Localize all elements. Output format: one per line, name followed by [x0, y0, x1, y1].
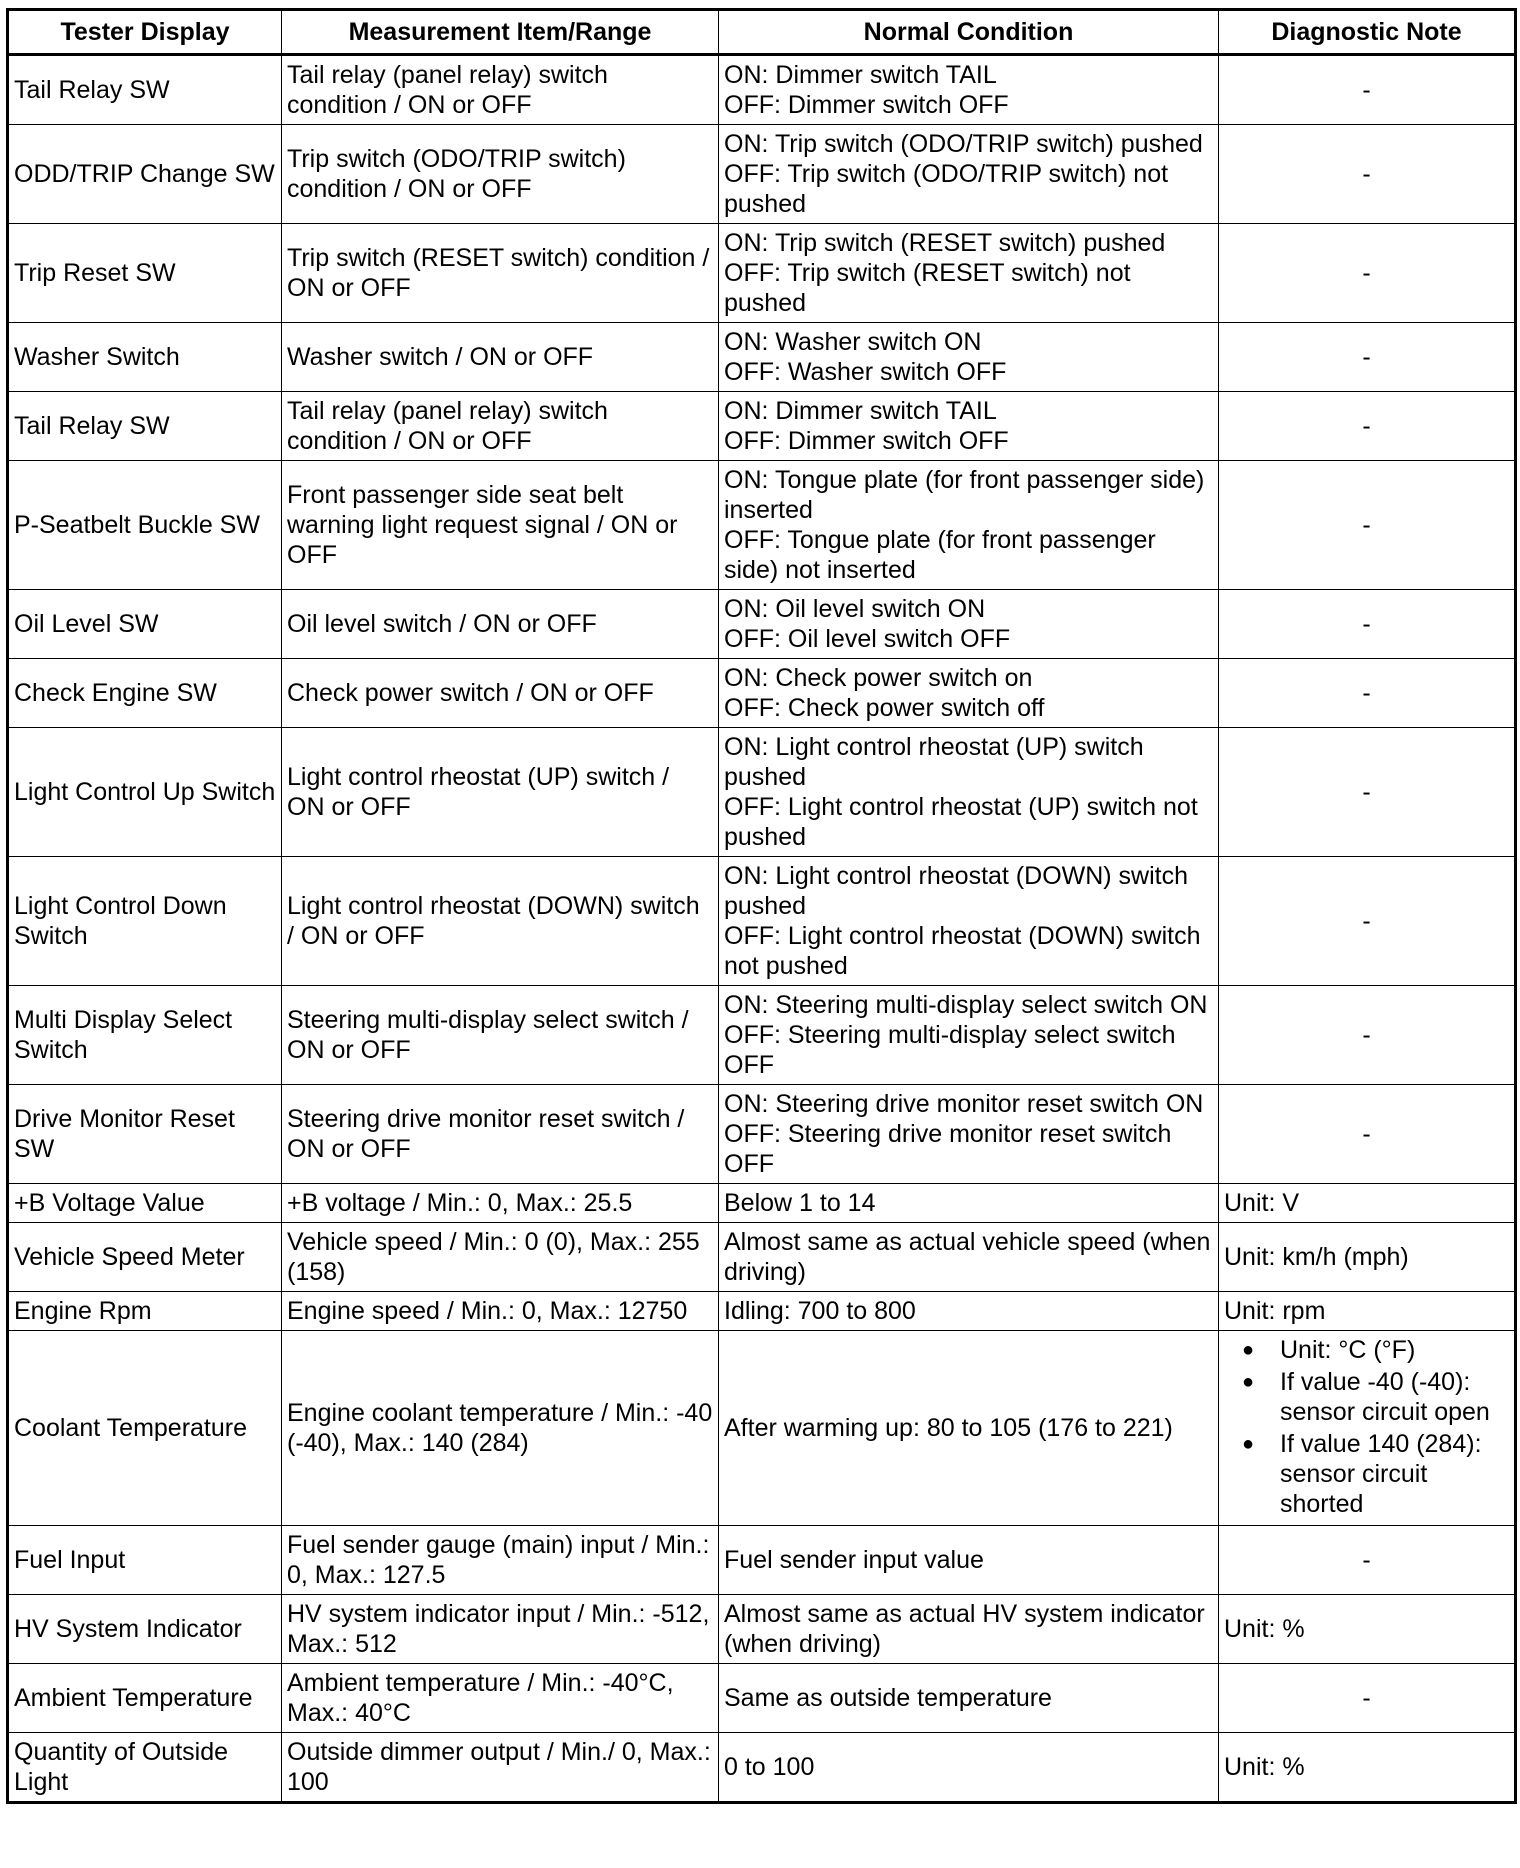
cell-measurement-item: Light control rheostat (DOWN) switch / ON or OFF	[282, 857, 719, 986]
table-body	[8, 55, 1516, 1803]
cell-measurement-item: Engine coolant temperature / Min.: -40 (-40), Max.: 140 (284)	[282, 1331, 719, 1526]
normal-condition-line: After warming up: 80 to 105 (176 to 221)	[724, 1414, 1173, 1442]
normal-condition-line: Almost same as actual HV system indicator (when driving)	[724, 1600, 1205, 1658]
cell-diagnostic-note: Unit: rpm	[1219, 1292, 1516, 1331]
cell-diagnostic-note: -	[1219, 392, 1516, 461]
normal-condition-line: ON: Dimmer switch TAIL	[724, 61, 997, 89]
cell-measurement-item: Ambient temperature / Min.: -40°C, Max.: 40°C	[282, 1664, 719, 1733]
normal-condition-line: Fuel sender input value	[724, 1546, 984, 1574]
normal-condition-line: Below 1 to 14	[724, 1189, 876, 1217]
cell-normal-condition	[719, 728, 1219, 857]
table-row	[8, 125, 1516, 224]
cell-normal-condition	[719, 1733, 1219, 1803]
normal-condition-line: OFF: Trip switch (RESET switch) not pushed	[724, 259, 1131, 317]
cell-measurement-item: Washer switch / ON or OFF	[282, 323, 719, 392]
table-row	[8, 323, 1516, 392]
cell-diagnostic-note: -	[1219, 659, 1516, 728]
normal-condition-line: OFF: Dimmer switch OFF	[724, 91, 1009, 119]
normal-condition-line: ON: Check power switch on	[724, 664, 1033, 692]
normal-condition-line: OFF: Trip switch (ODO/TRIP switch) not pushed	[724, 160, 1169, 218]
cell-diagnostic-note	[1219, 1331, 1516, 1526]
cell-measurement-item: HV system indicator input / Min.: -512, Max.: 512	[282, 1595, 719, 1664]
cell-tester-display: Light Control Down Switch	[8, 857, 282, 986]
cell-tester-display: Engine Rpm	[8, 1292, 282, 1331]
cell-normal-condition	[719, 1184, 1219, 1223]
cell-normal-condition	[719, 1595, 1219, 1664]
table-row	[8, 55, 1516, 125]
cell-diagnostic-note: -	[1219, 986, 1516, 1085]
cell-diagnostic-note: -	[1219, 1526, 1516, 1595]
diagnostic-note-item: ● If value -40 (-40): sensor circuit open	[1280, 1367, 1509, 1427]
cell-measurement-item: Engine speed / Min.: 0, Max.: 12750	[282, 1292, 719, 1331]
cell-normal-condition	[719, 986, 1219, 1085]
normal-condition-line: OFF: Dimmer switch OFF	[724, 427, 1009, 455]
cell-measurement-item: Steering drive monitor reset switch / ON or OFF	[282, 1085, 719, 1184]
diagnostic-note-list	[1224, 1335, 1509, 1519]
normal-condition-line: ON: Dimmer switch TAIL	[724, 397, 997, 425]
cell-tester-display: Tail Relay SW	[8, 392, 282, 461]
table-row	[8, 224, 1516, 323]
table-row	[8, 986, 1516, 1085]
normal-condition-line: ON: Light control rheostat (DOWN) switch pushed	[724, 862, 1189, 920]
cell-tester-display: P-Seatbelt Buckle SW	[8, 461, 282, 590]
cell-tester-display: Washer Switch	[8, 323, 282, 392]
header-tester-display: Tester Display	[8, 10, 282, 55]
cell-normal-condition	[719, 1292, 1219, 1331]
diagnostic-note-item: ● If value 140 (284): sensor circuit shorted	[1280, 1429, 1509, 1519]
cell-tester-display: +B Voltage Value	[8, 1184, 282, 1223]
normal-condition-line: 0 to 100	[724, 1753, 815, 1781]
normal-condition-line: Same as outside temperature	[724, 1684, 1052, 1712]
cell-measurement-item: Front passenger side seat belt warning light request signal / ON or OFF	[282, 461, 719, 590]
table-row	[8, 1733, 1516, 1803]
normal-condition-line: OFF: Light control rheostat (UP) switch not pushed	[724, 793, 1198, 851]
diagnostic-note-item: ● Unit: °C (°F)	[1280, 1335, 1509, 1365]
cell-normal-condition	[719, 1085, 1219, 1184]
cell-diagnostic-note: -	[1219, 323, 1516, 392]
cell-tester-display: Fuel Input	[8, 1526, 282, 1595]
normal-condition-line: ON: Washer switch ON	[724, 328, 982, 356]
cell-diagnostic-note: Unit: %	[1219, 1733, 1516, 1803]
cell-tester-display: Light Control Up Switch	[8, 728, 282, 857]
cell-normal-condition	[719, 1223, 1219, 1292]
table-row	[8, 1184, 1516, 1223]
normal-condition-line: ON: Light control rheostat (UP) switch pushed	[724, 733, 1144, 791]
cell-measurement-item: Outside dimmer output / Min./ 0, Max.: 100	[282, 1733, 719, 1803]
cell-tester-display: Drive Monitor Reset SW	[8, 1085, 282, 1184]
table-row	[8, 1526, 1516, 1595]
cell-measurement-item: Oil level switch / ON or OFF	[282, 590, 719, 659]
table-row	[8, 1331, 1516, 1526]
cell-diagnostic-note: -	[1219, 857, 1516, 986]
cell-tester-display: Ambient Temperature	[8, 1664, 282, 1733]
cell-diagnostic-note: -	[1219, 590, 1516, 659]
table-row	[8, 659, 1516, 728]
cell-diagnostic-note: -	[1219, 1664, 1516, 1733]
cell-diagnostic-note: -	[1219, 1085, 1516, 1184]
table-row	[8, 461, 1516, 590]
normal-condition-line: OFF: Steering drive monitor reset switch OFF	[724, 1120, 1172, 1178]
table-row	[8, 1292, 1516, 1331]
cell-tester-display: Check Engine SW	[8, 659, 282, 728]
normal-condition-line: OFF: Check power switch off	[724, 694, 1045, 722]
cell-normal-condition	[719, 1526, 1219, 1595]
cell-tester-display: Quantity of Outside Light	[8, 1733, 282, 1803]
table-row	[8, 392, 1516, 461]
cell-measurement-item: Vehicle speed / Min.: 0 (0), Max.: 255 (158)	[282, 1223, 719, 1292]
table-row	[8, 1595, 1516, 1664]
normal-condition-line: OFF: Oil level switch OFF	[724, 625, 1011, 653]
cell-tester-display: Tail Relay SW	[8, 55, 282, 125]
cell-measurement-item: Check power switch / ON or OFF	[282, 659, 719, 728]
cell-tester-display: ODD/TRIP Change SW	[8, 125, 282, 224]
cell-normal-condition	[719, 125, 1219, 224]
cell-tester-display: HV System Indicator	[8, 1595, 282, 1664]
header-diagnostic-note: Diagnostic Note	[1219, 10, 1516, 55]
normal-condition-line: ON: Trip switch (ODO/TRIP switch) pushed	[724, 130, 1203, 158]
table-row	[8, 1085, 1516, 1184]
cell-diagnostic-note: -	[1219, 461, 1516, 590]
header-normal-condition: Normal Condition	[719, 10, 1219, 55]
normal-condition-line: ON: Oil level switch ON	[724, 595, 986, 623]
table-row	[8, 728, 1516, 857]
table-row	[8, 857, 1516, 986]
normal-condition-line: Almost same as actual vehicle speed (when driving)	[724, 1228, 1211, 1286]
cell-tester-display: Vehicle Speed Meter	[8, 1223, 282, 1292]
cell-measurement-item: Trip switch (RESET switch) condition / ON or OFF	[282, 224, 719, 323]
table-row	[8, 590, 1516, 659]
cell-diagnostic-note: -	[1219, 728, 1516, 857]
normal-condition-line: OFF: Steering multi-display select switch OFF	[724, 1021, 1176, 1079]
normal-condition-line: OFF: Light control rheostat (DOWN) switch not pushed	[724, 922, 1201, 980]
cell-measurement-item: Steering multi-display select switch / ON or OFF	[282, 986, 719, 1085]
cell-tester-display: Multi Display Select Switch	[8, 986, 282, 1085]
cell-diagnostic-note: -	[1219, 55, 1516, 125]
cell-diagnostic-note: Unit: km/h (mph)	[1219, 1223, 1516, 1292]
cell-normal-condition	[719, 392, 1219, 461]
cell-normal-condition	[719, 590, 1219, 659]
cell-normal-condition	[719, 55, 1219, 125]
table-header-row	[8, 10, 1516, 55]
normal-condition-line: Idling: 700 to 800	[724, 1297, 916, 1325]
cell-measurement-item: Tail relay (panel relay) switch condition / ON or OFF	[282, 55, 719, 125]
cell-normal-condition	[719, 1664, 1219, 1733]
cell-normal-condition	[719, 659, 1219, 728]
cell-normal-condition	[719, 461, 1219, 590]
cell-measurement-item: Trip switch (ODO/TRIP switch) condition / ON or OFF	[282, 125, 719, 224]
cell-normal-condition	[719, 224, 1219, 323]
data-list-table	[6, 8, 1517, 1804]
cell-tester-display: Coolant Temperature	[8, 1331, 282, 1526]
cell-normal-condition	[719, 323, 1219, 392]
cell-normal-condition	[719, 1331, 1219, 1526]
cell-measurement-item: +B voltage / Min.: 0, Max.: 25.5	[282, 1184, 719, 1223]
cell-measurement-item: Tail relay (panel relay) switch condition / ON or OFF	[282, 392, 719, 461]
cell-diagnostic-note: -	[1219, 224, 1516, 323]
normal-condition-line: ON: Trip switch (RESET switch) pushed	[724, 229, 1166, 257]
cell-diagnostic-note: Unit: V	[1219, 1184, 1516, 1223]
table-row	[8, 1223, 1516, 1292]
cell-measurement-item: Fuel sender gauge (main) input / Min.: 0, Max.: 127.5	[282, 1526, 719, 1595]
cell-diagnostic-note: Unit: %	[1219, 1595, 1516, 1664]
normal-condition-line: OFF: Tongue plate (for front passenger side) not inserted	[724, 526, 1156, 584]
header-measurement-item: Measurement Item/Range	[282, 10, 719, 55]
normal-condition-line: ON: Steering multi-display select switch ON	[724, 991, 1208, 1019]
table-row	[8, 1664, 1516, 1733]
cell-diagnostic-note: -	[1219, 125, 1516, 224]
cell-tester-display: Oil Level SW	[8, 590, 282, 659]
normal-condition-line: ON: Steering drive monitor reset switch ON	[724, 1090, 1204, 1118]
cell-normal-condition	[719, 857, 1219, 986]
normal-condition-line: OFF: Washer switch OFF	[724, 358, 1007, 386]
cell-measurement-item: Light control rheostat (UP) switch / ON or OFF	[282, 728, 719, 857]
normal-condition-line: ON: Tongue plate (for front passenger side) inserted	[724, 466, 1205, 524]
cell-tester-display: Trip Reset SW	[8, 224, 282, 323]
